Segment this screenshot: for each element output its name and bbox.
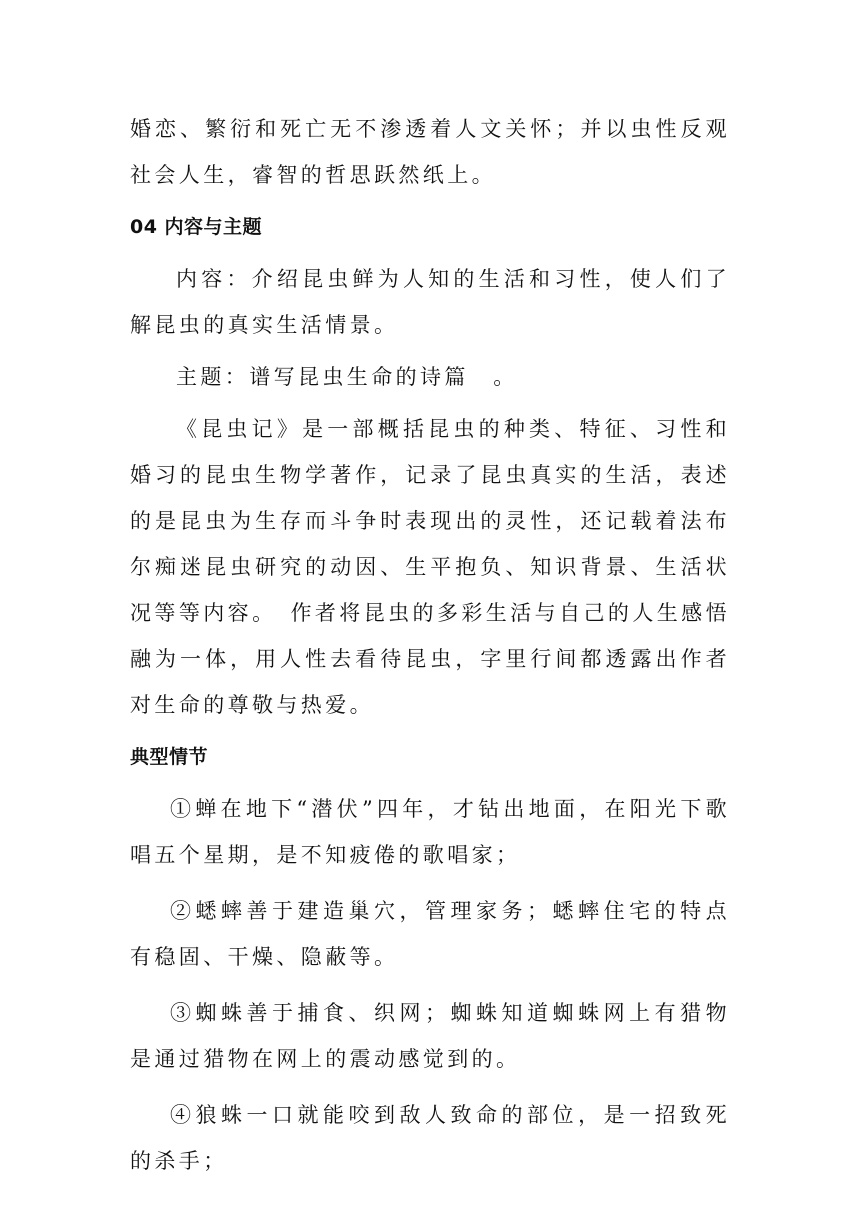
theme-paragraph: 主题：谱写昆虫生命的诗篇 。	[176, 365, 518, 389]
content-paragraph: 内容：介绍昆虫鲜为人知的生活和习性，使人们了解昆虫的真实生活情景。	[130, 267, 730, 337]
plot-item-spider: ③蜘蛛善于捕食、织网；蜘蛛知道蜘蛛网上有猎物是通过猎物在网上的震动感觉到的。	[130, 1001, 730, 1071]
plot-item-wolf-spider: ④狼蛛一口就能咬到敌人致命的部位，是一招致死的杀手；	[130, 1103, 730, 1173]
intro-paragraph-continued: 婚恋、繁衍和死亡无不渗透着人文关怀；并以虫性反观社会人生，睿智的哲思跃然纸上。	[130, 117, 730, 187]
plot-item-cricket: ②蟋蟀善于建造巢穴，管理家务；蟋蟀住宅的特点有稳固、干燥、隐蔽等。	[130, 899, 730, 969]
section-heading-typical-plots: 典型情节	[130, 746, 209, 768]
plot-item-cicada: ①蝉在地下“潜伏”四年，才钻出地面，在阳光下歌唱五个星期，是不知疲倦的歌唱家；	[130, 797, 730, 867]
summary-paragraph: 《昆虫记》是一部概括昆虫的种类、特征、习性和婚习的昆虫生物学著作，记录了昆虫真实的生活，表述的是昆虫为生存而斗争时表现出的灵性，还记载着法布尔痴迷昆虫研究的动因、生平抱负、知识背景、生活状况等等内容。 作者将昆虫的多彩生活与自己的人生感悟融为一体，用人性去看待昆虫，字里行间都透露出作者对生命的尊敬与热爱。	[130, 417, 730, 717]
document-body	[130, 106, 730, 1184]
section-heading-content-theme: 04 内容与主题	[130, 216, 263, 238]
